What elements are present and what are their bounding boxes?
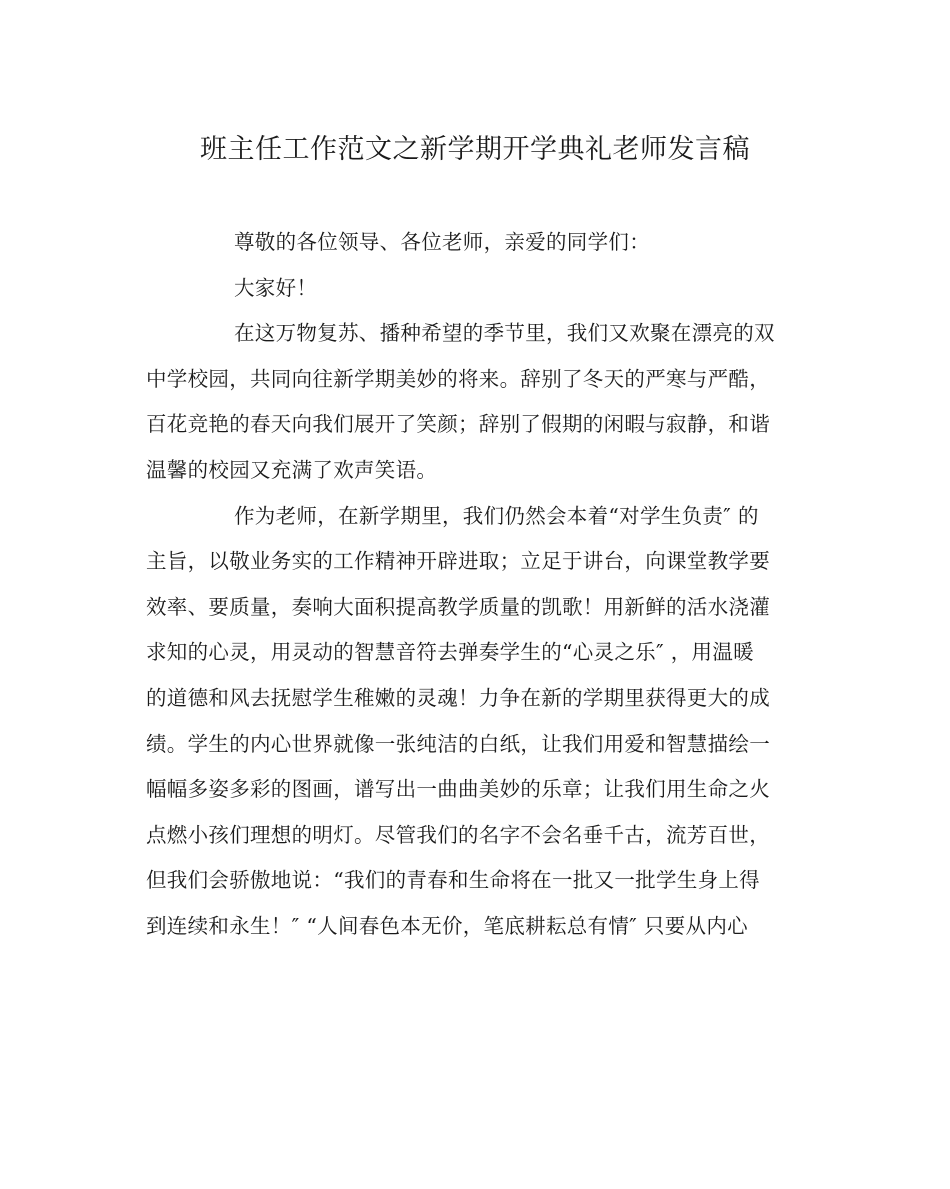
body-line: 到连续和永生！″ “人间春色本无价，笔底耕耘总有情″ 只要从内心	[146, 913, 748, 938]
body-line: 百花竞艳的春天向我们展开了笑颜；辞别了假期的闲暇与寂静，和谐	[146, 412, 770, 437]
body-line: 求知的心灵，用灵动的智慧音符去弹奏学生的“心灵之乐″ ，用温暖	[146, 640, 754, 665]
body-line: 温馨的校园又充满了欢声笑语。	[146, 457, 438, 482]
body-line: 主旨，以敬业务实的工作精神开辟进取；立足于讲台，向课堂教学要	[146, 549, 770, 574]
body-line: 点燃小孩们理想的明灯。尽管我们的名字不会名垂千古，流芳百世，	[146, 822, 770, 847]
document-body	[146, 220, 806, 950]
body-line: 在这万物复苏、播种希望的季节里，我们又欢聚在漂亮的双	[234, 321, 775, 346]
body-line: 效率、要质量，奏响大面积提高教学质量的凯歌！用新鲜的活水浇灌	[146, 594, 770, 619]
body-line: 绩。学生的内心世界就像一张纯洁的白纸，让我们用爱和智慧描绘一	[146, 731, 770, 756]
body-line: 大家好！	[234, 275, 318, 300]
document-title: 班主任工作范文之新学期开学典礼老师发言稿	[200, 134, 750, 165]
body-line: 作为老师，在新学期里，我们仍然会本着“对学生负责″ 的	[234, 503, 759, 528]
body-line: 尊敬的各位领导、各位老师，亲爱的同学们：	[234, 230, 650, 254]
body-line: 的道德和风去抚慰学生稚嫩的灵魂！力争在新的学期里获得更大的成	[146, 685, 770, 710]
body-line: 但我们会骄傲地说：“我们的青春和生命将在一批又一批学生身上得	[146, 868, 760, 893]
body-line: 中学校园，共同向往新学期美妙的将来。辞别了冬天的严寒与严酷，	[146, 366, 770, 391]
body-line: 幅幅多姿多彩的图画，谱写出一曲曲美妙的乐章；让我们用生命之火	[146, 777, 770, 802]
